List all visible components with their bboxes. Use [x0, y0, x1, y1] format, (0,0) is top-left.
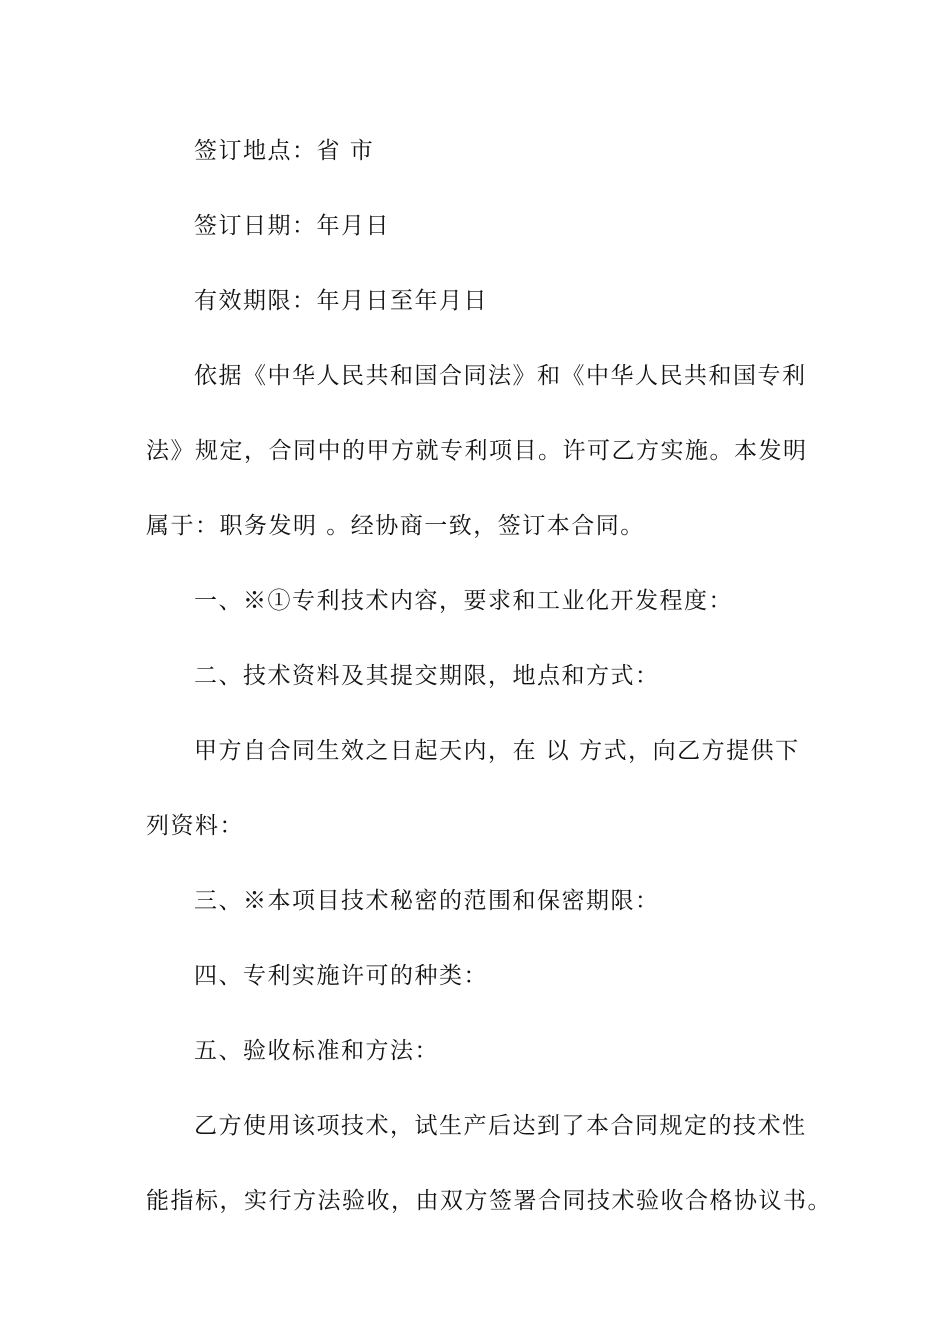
- section-5-body-line-1: 乙方使用该项技术，试生产后达到了本合同规定的技术性: [194, 1113, 807, 1139]
- validity-period-line: 有效期限：年月日至年月日: [194, 288, 488, 314]
- section-2-body-line-2: 列资料：: [146, 813, 244, 839]
- signing-place-line: 签订地点：省 市: [194, 138, 375, 164]
- section-1-heading: 一、※①专利技术内容，要求和工业化开发程度：: [194, 588, 733, 614]
- section-2-body-line-1: 甲方自合同生效之日起天内，在 以 方式，向乙方提供下: [194, 738, 800, 764]
- section-2-heading: 二、技术资料及其提交期限，地点和方式：: [194, 663, 660, 689]
- paragraph-basis-line-3: 属于：职务发明 。经协商一致，签订本合同。: [146, 513, 645, 539]
- signing-date-line: 签订日期：年月日: [194, 213, 390, 239]
- section-4-heading: 四、专利实施许可的种类：: [194, 963, 488, 989]
- paragraph-basis-line-1: 依据《中华人民共和国合同法》和《中华人民共和国专利: [194, 363, 807, 389]
- section-5-heading: 五、验收标准和方法：: [194, 1038, 439, 1064]
- section-5-body-line-2: 能指标，实行方法验收，由双方签署合同技术验收合格协议书。: [146, 1188, 832, 1214]
- paragraph-basis-line-2: 法》规定，合同中的甲方就专利项目。许可乙方实施。本发明: [146, 438, 808, 464]
- section-3-heading: 三、※本项目技术秘密的范围和保密期限：: [194, 888, 660, 914]
